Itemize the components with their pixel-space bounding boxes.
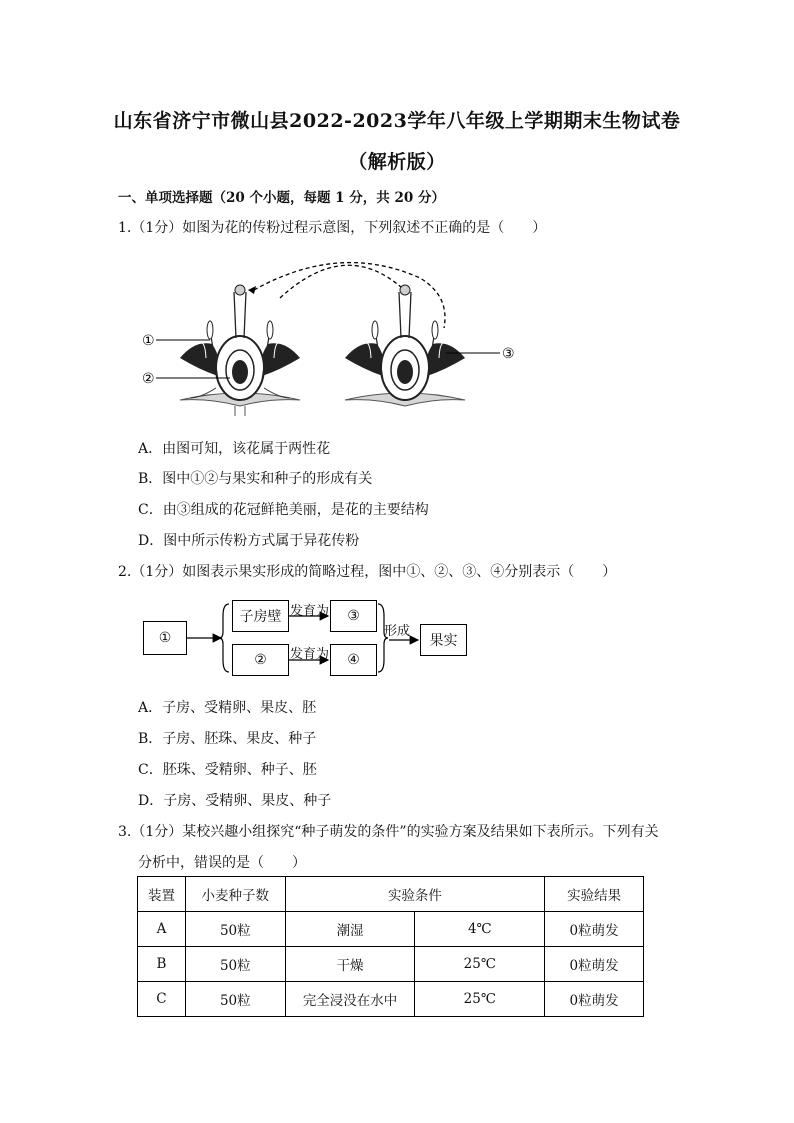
q2-option-d[interactable]: D．子房、受精卵、果皮、种子 (138, 793, 332, 809)
diagram-box-1: ① (143, 621, 187, 655)
table-cell: 25℃ (415, 982, 545, 1017)
table-cell: 完全浸没在水中 (285, 982, 415, 1017)
flower-right (345, 285, 465, 406)
table-cell: 0粒萌发 (545, 947, 644, 982)
diagram-box-3: ③ (330, 600, 377, 632)
table-cell: 0粒萌发 (545, 982, 644, 1017)
q2-option-a[interactable]: A．子房、受精卵、果皮、胚 (138, 700, 317, 716)
table-row (138, 982, 644, 1017)
experiment-table (137, 876, 644, 1017)
table-cell: A (138, 912, 186, 947)
q2-option-c[interactable]: C．胚珠、受精卵、种子、胚 (138, 762, 317, 778)
develops-label-1: 发育为 (290, 604, 330, 619)
pollination-diagram (130, 248, 530, 416)
pollen-transfer-arrow (280, 265, 402, 298)
diagram-box-4: ④ (330, 644, 377, 676)
table-cell: 50粒 (185, 982, 285, 1017)
table-row (138, 947, 644, 982)
table-cell: 潮湿 (285, 912, 415, 947)
question-3-stem-line2: 分析中，错误的是（ ） (138, 855, 306, 871)
table-cell: C (138, 982, 186, 1017)
develops-label-2: 发育为 (290, 647, 330, 662)
diagram-box-fruit: 果实 (420, 624, 467, 656)
table-cell: 25℃ (415, 947, 545, 982)
table-header: 实验结果 (545, 877, 644, 912)
table-cell: 干燥 (285, 947, 415, 982)
diagram-connectors (185, 596, 425, 682)
page-title: 山东省济宁市微山县2022-2023学年八年级上学期期末生物试卷 (113, 110, 681, 132)
question-1-stem: 1.（1分）如图为花的传粉过程示意图，下列叙述不正确的是（ ） (118, 220, 547, 236)
table-header: 小麦种子数 (185, 877, 285, 912)
section-heading: 一、单项选择题（20 个小题，每题 1 分，共 20 分） (118, 190, 445, 206)
table-row (138, 912, 644, 947)
page-subtitle: （解析版） (348, 151, 446, 173)
forms-label: 形成 (384, 624, 411, 639)
q2-option-b[interactable]: B．子房、胚珠、果皮、种子 (138, 731, 317, 747)
q1-option-b[interactable]: B．图中①②与果实和种子的形成有关 (138, 471, 373, 487)
label-3: ③ (502, 346, 515, 362)
q1-option-d[interactable]: D．图中所示传粉方式属于异花传粉 (138, 533, 360, 549)
table-cell: 0粒萌发 (545, 912, 644, 947)
table-header-row (138, 877, 644, 912)
q1-option-a[interactable]: A．由图可知，该花属于两性花 (138, 441, 331, 457)
label-2: ② (142, 371, 155, 387)
table-cell: 4℃ (415, 912, 545, 947)
table-cell: 50粒 (185, 912, 285, 947)
question-3-stem-line1: 3.（1分）某校兴趣小组探究“种子萌发的条件”的实验方案及结果如下表所示。下列有关 (118, 824, 659, 840)
table-header: 装置 (138, 877, 186, 912)
table-cell: B (138, 947, 186, 982)
diagram-box-ovary-wall: 子房壁 (232, 600, 289, 632)
question-2-stem: 2.（1分）如图表示果实形成的简略过程，图中①、②、③、④分别表示（ ） (118, 564, 617, 580)
diagram-box-2: ② (232, 644, 289, 676)
flower-left (180, 285, 300, 416)
table-cell: 50粒 (185, 947, 285, 982)
label-1: ① (142, 333, 155, 349)
table-header: 实验条件 (285, 877, 544, 912)
q1-option-c[interactable]: C．由③组成的花冠鲜艳美丽，是花的主要结构 (138, 502, 429, 518)
